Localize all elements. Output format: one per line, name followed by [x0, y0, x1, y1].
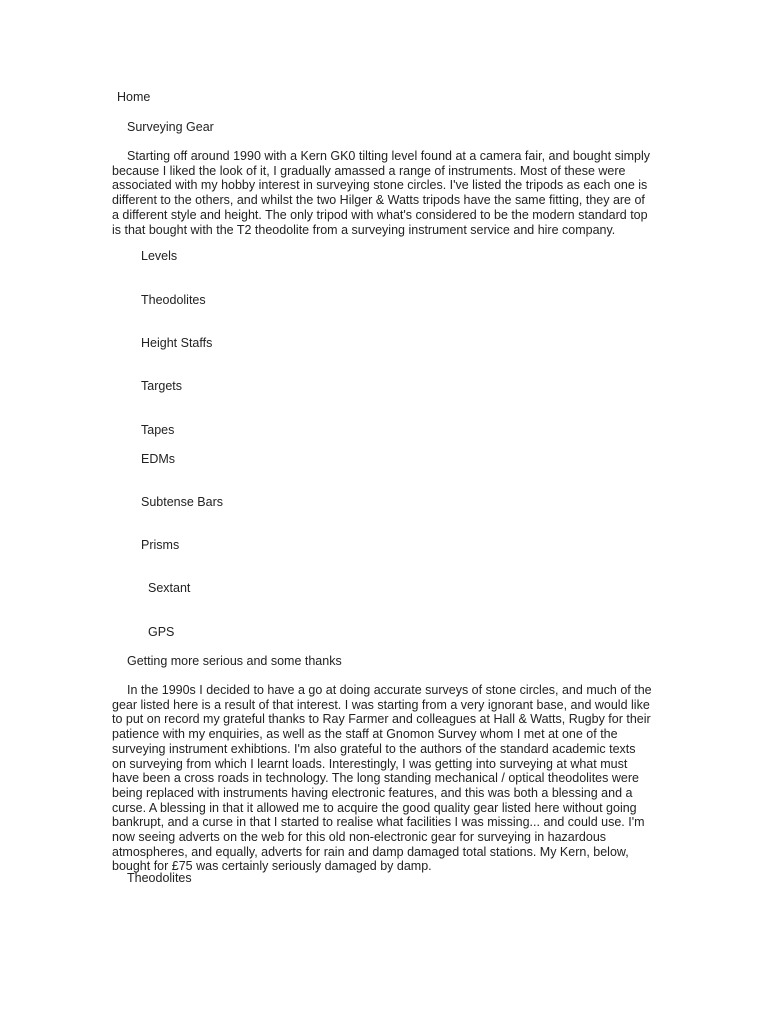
home-link[interactable]: Home: [117, 90, 151, 104]
category-link-gps[interactable]: GPS: [148, 625, 175, 639]
serious-line: have been a cross roads in technology. The long standing mechanical / optical theodolites were: [112, 771, 639, 786]
serious-line: now seeing adverts on the web for this old non-electronic gear for surveying in hazardous: [112, 830, 607, 845]
serious-line: gear listed here is a result of that interest. I was starting from a very ignorant base, and would like: [112, 697, 650, 712]
category-link-targets[interactable]: Targets: [141, 379, 182, 393]
intro-line: associated with my hobby interest in surveying stone circles. I've listed the tripods as each one is: [112, 178, 648, 193]
intro-line: Starting off around 1990 with a Kern GK0 tilting level found at a camera fair, and bought simply: [127, 149, 650, 163]
category-link-sextant[interactable]: Sextant: [148, 581, 191, 595]
category-link-levels[interactable]: Levels: [141, 249, 178, 263]
serious-line: In the 1990s I decided to have a go at doing accurate surveys of stone circles, and much of the: [127, 683, 652, 697]
serious-line: to put on record my grateful thanks to Ray Farmer and colleagues at Hall & Watts, Rugby for their: [112, 712, 651, 727]
serious-line: atmospheres, and equally, adverts for rain and damp damaged total stations. My Kern, below,: [112, 844, 629, 859]
category-link-prisms[interactable]: Prisms: [141, 538, 180, 552]
serious-line: curse. A blessing in that it allowed me to acquire the good quality gear listed here without going: [112, 800, 637, 815]
serious-paragraph: [112, 683, 657, 874]
intro-line: a different style and height. The only tripod with what's considered to be the modern standard top: [112, 207, 648, 222]
serious-line: surveying instrument exhibtions. I'm also grateful to the authors of the standard academic texts: [112, 741, 636, 756]
intro-line: different to the others, and whilst the two Hilger & Watts tripods have the same fitting, they are of: [112, 193, 645, 208]
intro-line: because I liked the look of it, I gradually amassed a range of instruments. Most of these were: [112, 163, 626, 178]
category-link-height-staffs[interactable]: Height Staffs: [141, 336, 213, 350]
category-link-subtense-bars[interactable]: Subtense Bars: [141, 495, 223, 509]
intro-line: is that bought with the T2 theodolite from a surveying instrument service and hire company.: [112, 222, 616, 237]
category-link-theodolites[interactable]: Theodolites: [141, 293, 206, 307]
section-heading-serious: Getting more serious and some thanks: [127, 654, 342, 668]
serious-line: bought for £75 was certainly seriously damaged by damp.: [112, 859, 432, 874]
page-title: Surveying Gear: [127, 120, 214, 134]
category-link-edms[interactable]: EDMs: [141, 452, 176, 466]
serious-line: bankrupt, and a curse in that I started to realise what facilities I was missing... and could use. I'm: [112, 815, 645, 830]
intro-paragraph: [112, 149, 657, 237]
section-heading-theodolites: Theodolites: [127, 871, 192, 885]
serious-line: patience with my enquiries, as well as the staff at Gnomon Survey whom I met at one of the: [112, 727, 618, 742]
category-link-tapes[interactable]: Tapes: [141, 423, 175, 437]
serious-line: on surveying from which I learnt loads. Interestingly, I was getting into surveying at what must: [112, 756, 628, 771]
serious-line: being replaced with instruments having electronic features, and this was both a blessing and a: [112, 785, 633, 800]
